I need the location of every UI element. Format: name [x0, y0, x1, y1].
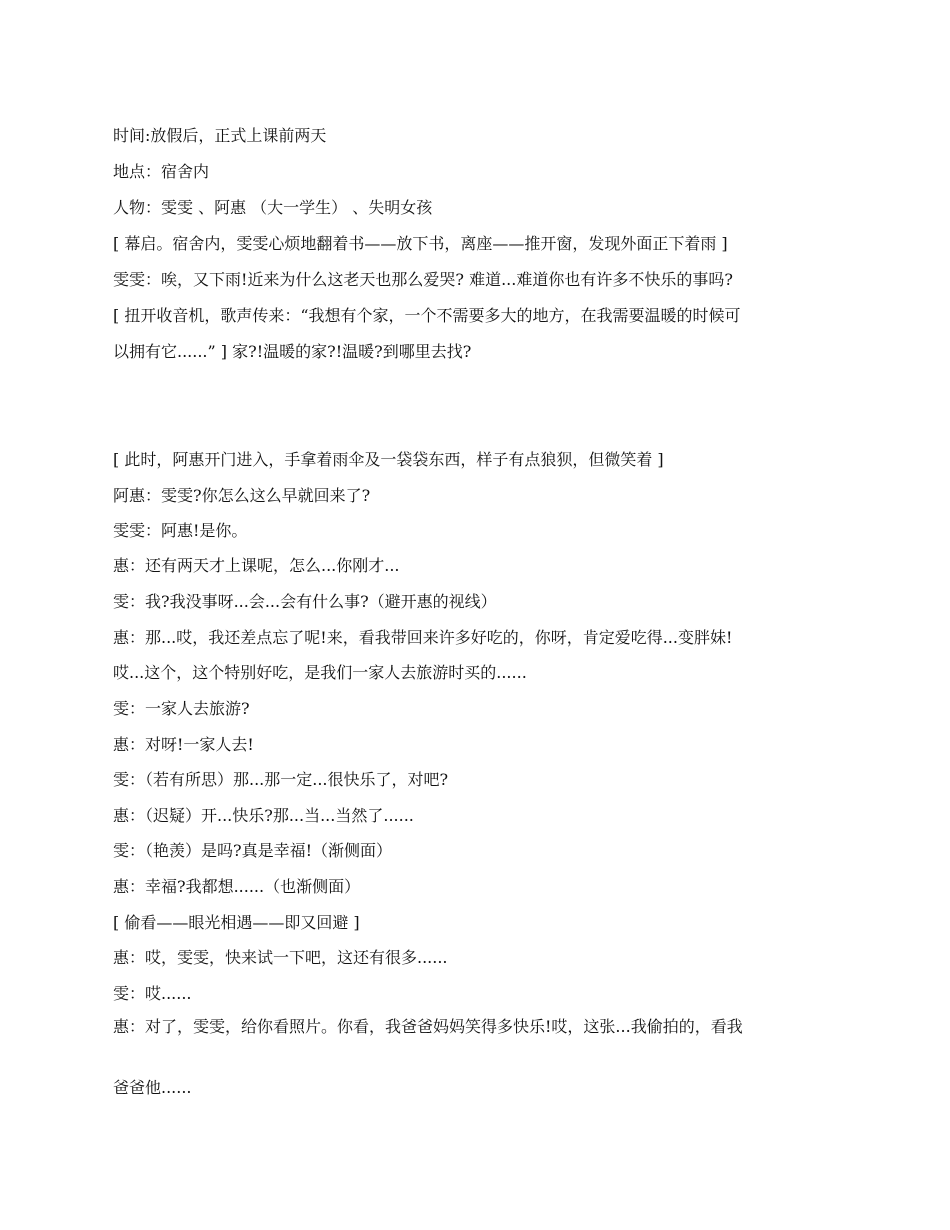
dialogue-line: 阿惠：雯雯?你怎么这么早就回来了?	[113, 486, 371, 505]
dialogue-line: 惠：还有两天才上课呢，怎么...你刚才...	[113, 556, 400, 575]
dialogue-line: 雯：（若有所思）那...那一定...很快乐了，对吧?	[113, 770, 449, 789]
scene-location: 地点：宿舍内	[113, 162, 210, 181]
stage-direction: [ 偷看——眼光相遇——即又回避 ]	[113, 913, 360, 932]
dialogue-line: 惠：对呀!一家人去!	[113, 735, 254, 754]
dialogue-line: 雯雯：唉，又下雨!近来为什么这老天也那么爱哭? 难道...难道你也有许多不快乐的事吗?	[113, 270, 733, 289]
dialogue-line: 雯雯：阿惠!是你。	[113, 521, 248, 540]
dialogue-line: 惠：哎，雯雯，快来试一下吧，这还有很多......	[113, 948, 448, 967]
stage-direction-continued: 以拥有它......” ] 家?!温暖的家?!温暖?到哪里去找?	[113, 342, 472, 361]
dialogue-line-continued: 哎...这个，这个特别好吃，是我们一家人去旅游时买的......	[113, 663, 527, 682]
dialogue-line-continued: 爸爸他......	[113, 1078, 192, 1097]
stage-direction: [ 此时，阿惠开门进入，手拿着雨伞及一袋袋东西，样子有点狼狈，但微笑着 ]	[113, 450, 664, 469]
dialogue-line: 惠：那...哎，我还差点忘了呢!来，看我带回来许多好吃的，你呀，肯定爱吃得...变胖妹!	[113, 628, 733, 647]
stage-direction: [ 幕启。宿舍内，雯雯心烦地翻着书——放下书，离座——推开窗，发现外面正下着雨 ]	[113, 234, 728, 253]
scene-characters: 人物：雯雯 、阿惠 （大一学生） 、失明女孩	[113, 198, 433, 217]
dialogue-line: 惠：幸福?我都想......（也渐侧面）	[113, 877, 361, 896]
dialogue-line: 雯：（艳羡）是吗?真是幸福!（渐侧面）	[113, 841, 393, 860]
dialogue-line: 雯：我?我没事呀...会...会有什么事?（避开惠的视线）	[113, 592, 497, 611]
dialogue-line: 雯：哎......	[113, 984, 192, 1003]
dialogue-line: 惠：（迟疑）开...快乐?那...当...当然了......	[113, 806, 414, 825]
scene-time: 时间:放假后，正式上课前两天	[113, 126, 327, 145]
dialogue-line: 雯：一家人去旅游?	[113, 699, 250, 718]
stage-direction: [ 扭开收音机，歌声传来：“我想有个家，一个不需要多大的地方，在我需要温暖的时候可	[113, 306, 741, 325]
dialogue-line: 惠：对了，雯雯，给你看照片。你看，我爸爸妈妈笑得多快乐!哎，这张...我偷拍的，看我	[113, 1017, 743, 1036]
